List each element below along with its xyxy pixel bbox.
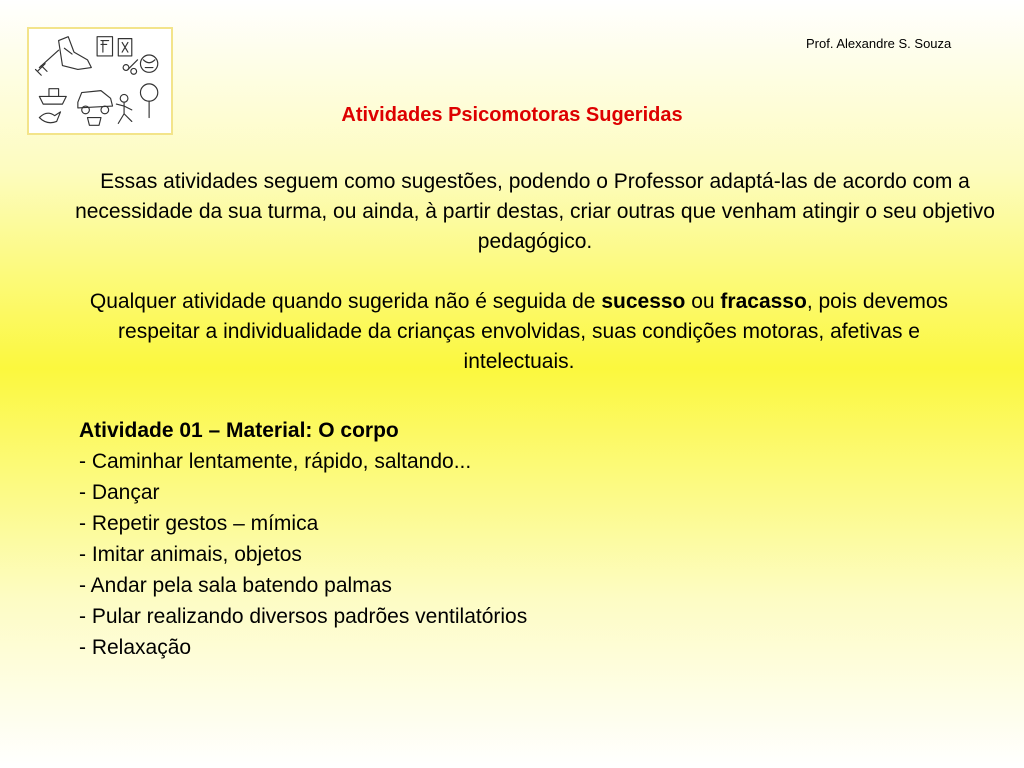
note-text-end: , pois devemos respeitar a individualidade da crianças envolvidas, suas condições motoras, afetivas e intelectuais.: [118, 290, 949, 373]
activity-block: [79, 415, 527, 663]
list-item: - Dançar: [79, 481, 160, 504]
list-item: - Relaxação: [79, 636, 192, 659]
note-bold-success: sucesso: [601, 290, 686, 313]
note-text-start: Qualquer atividade quando sugerida não é seguida de: [89, 290, 602, 313]
list-item: - Imitar animais, objetos: [79, 543, 302, 566]
slide-title: Atividades Psicomotoras Sugeridas: [341, 104, 683, 126]
note-paragraph: [60, 287, 978, 377]
activity-list: [79, 446, 527, 663]
note-text-middle: ou: [685, 290, 721, 313]
author-name: Prof. Alexandre S. Souza: [806, 36, 952, 51]
intro-paragraph: Essas atividades seguem como sugestões, podendo o Professor adaptá-las de acordo com a necessidade da sua turma, ou ainda, à partir destas, criar outras que venham atingir o seu objetivo pedagógico.: [75, 170, 995, 253]
activity-heading: Atividade 01 – Material: O corpo: [79, 419, 399, 442]
list-item: - Caminhar lentamente, rápido, saltando...: [79, 450, 472, 473]
list-item: - Pular realizando diversos padrões ventilatórios: [79, 605, 528, 628]
list-item: - Repetir gestos – mímica: [79, 512, 319, 535]
list-item: - Andar pela sala batendo palmas: [79, 574, 392, 597]
note-bold-failure: fracasso: [720, 290, 807, 313]
